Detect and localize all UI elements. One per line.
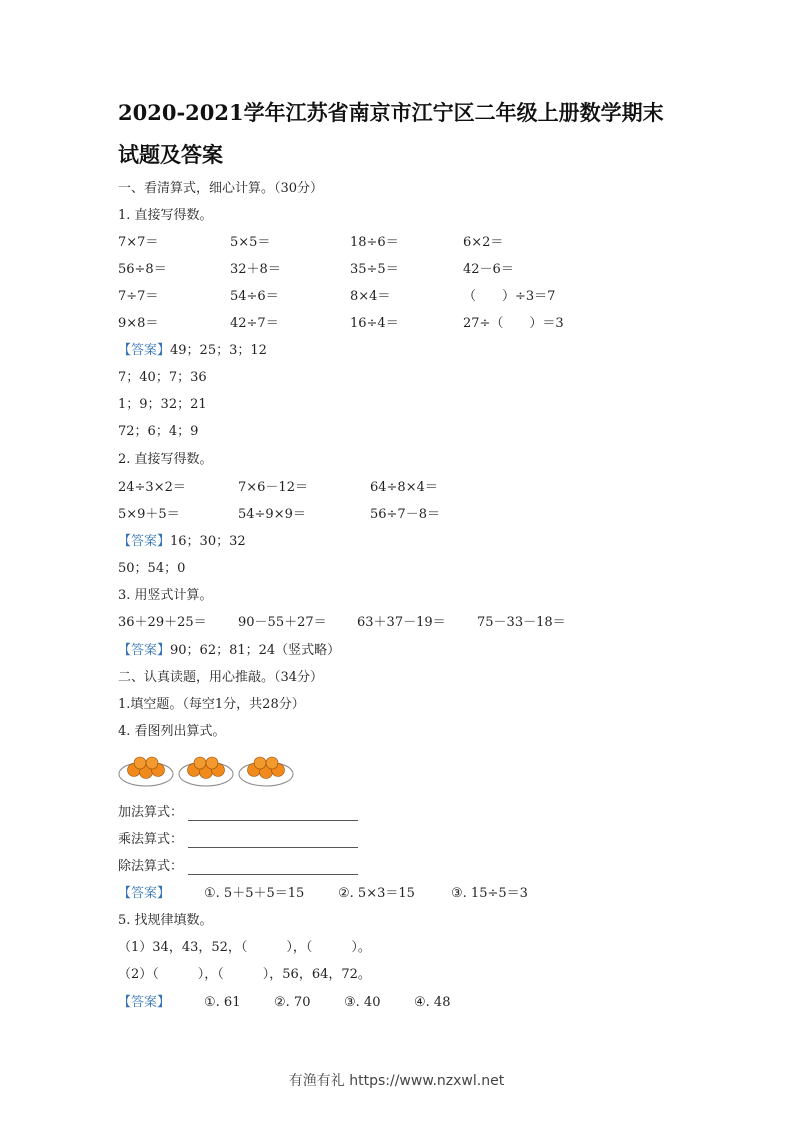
- q5-answer: ④. 48: [414, 995, 451, 1010]
- answer-tag: 【答案】: [118, 534, 171, 549]
- q1-item: 9×8＝: [118, 316, 159, 331]
- q1-item: 8×4＝: [350, 289, 391, 304]
- q1-item: 5×5＝: [230, 235, 271, 250]
- q4-answer: ①. 5＋5＋5＝15: [204, 886, 305, 901]
- q1-item: 35÷5＝: [350, 262, 399, 277]
- q1-item: 42－6＝: [463, 262, 514, 277]
- q2-item: 64÷8×4＝: [370, 480, 438, 495]
- q2-item: 7×6－12＝: [238, 480, 308, 495]
- q3-item: 75－33－18＝: [477, 615, 566, 630]
- addition-label: 加法算式：: [118, 805, 184, 820]
- multiplication-answer-line: [188, 847, 358, 848]
- q4-answer: ②. 5×3＝15: [338, 886, 415, 901]
- q1-answer-line: 7；40；7；36: [118, 370, 207, 385]
- q2-label: 2. 直接写得数。: [118, 452, 213, 467]
- answer-tag: 【答案】: [118, 886, 171, 901]
- q1-label: 1. 直接写得数。: [118, 208, 213, 223]
- q2-answer: [118, 533, 246, 551]
- page-title: 2020-2021学年江苏省南京市江宁区二年级上册数学期末试题及答案: [118, 100, 664, 167]
- q1-item: 54÷6＝: [230, 289, 279, 304]
- q1-item: 16÷4＝: [350, 316, 399, 331]
- q1-item: 7×7＝: [118, 235, 159, 250]
- plate-1: [119, 757, 173, 786]
- q2-item: 56÷7－8＝: [370, 507, 440, 522]
- answer-tag: 【答案】: [118, 343, 171, 358]
- plate-3: [239, 757, 293, 786]
- answer-tag: 【答案】: [118, 995, 171, 1010]
- q1-item: 42÷7＝: [230, 316, 279, 331]
- multiplication-label: 乘法算式：: [118, 832, 184, 847]
- q1-answer-line: 72；6；4；9: [118, 424, 199, 439]
- answer-text: 90；62；81；24（竖式略）: [170, 643, 341, 658]
- section-2-heading: 二、认真读题，用心推敲。（34分）: [118, 670, 324, 685]
- q3-label: 3. 用竖式计算。: [118, 588, 213, 603]
- q1-answer: [118, 342, 267, 360]
- q4-answer: ③. 15÷5＝3: [451, 886, 528, 901]
- q5-line-2: （2）（ ），（ ），56，64，72。: [118, 967, 371, 982]
- fill-in-heading: 1.填空题。（每空1分，共28分）: [118, 697, 305, 712]
- q3-item: 36＋29＋25＝: [118, 615, 207, 630]
- oranges-on-plates-image: [118, 750, 298, 790]
- q1-item: 27÷（ ）＝3: [463, 316, 564, 331]
- q1-answer-line: 1；9；32；21: [118, 397, 207, 412]
- q2-item: 24÷3×2＝: [118, 480, 186, 495]
- answer-tag: 【答案】: [118, 643, 171, 658]
- division-answer-line: [188, 874, 358, 875]
- q1-item: 7÷7＝: [118, 289, 159, 304]
- footer-watermark: 有渔有礼 https://www.nzxwl.net: [288, 1073, 505, 1089]
- q1-item: （ ）÷3＝7: [463, 289, 556, 304]
- q2-answer-line: 50；54；0: [118, 561, 186, 576]
- addition-answer-line: [188, 820, 358, 821]
- section-1-heading: 一、看清算式，细心计算。（30分）: [118, 181, 324, 196]
- q3-item: 63＋37－19＝: [357, 615, 446, 630]
- answer-text: 49；25；3；12: [170, 343, 267, 358]
- q1-item: 32＋8＝: [230, 262, 281, 277]
- q5-answer: ③. 40: [344, 995, 381, 1010]
- q1-item: 18÷6＝: [350, 235, 399, 250]
- q2-item: 54÷9×9＝: [238, 507, 306, 522]
- q3-answer: [118, 642, 340, 660]
- q4-label: 4. 看图列出算式。: [118, 724, 226, 739]
- q2-item: 5×9＋5＝: [118, 507, 180, 522]
- q1-item: 6×2＝: [463, 235, 504, 250]
- q1-item: 56÷8＝: [118, 262, 167, 277]
- q5-line-1: （1）34，43，52，（ ），（ ）。: [118, 940, 371, 955]
- q5-answer: ①. 61: [204, 995, 241, 1010]
- q5-answer: ②. 70: [274, 995, 311, 1010]
- q3-item: 90－55＋27＝: [238, 615, 327, 630]
- division-label: 除法算式：: [118, 859, 184, 874]
- q5-label: 5. 找规律填数。: [118, 913, 213, 928]
- answer-text: 16；30；32: [170, 534, 246, 549]
- plate-2: [179, 757, 233, 786]
